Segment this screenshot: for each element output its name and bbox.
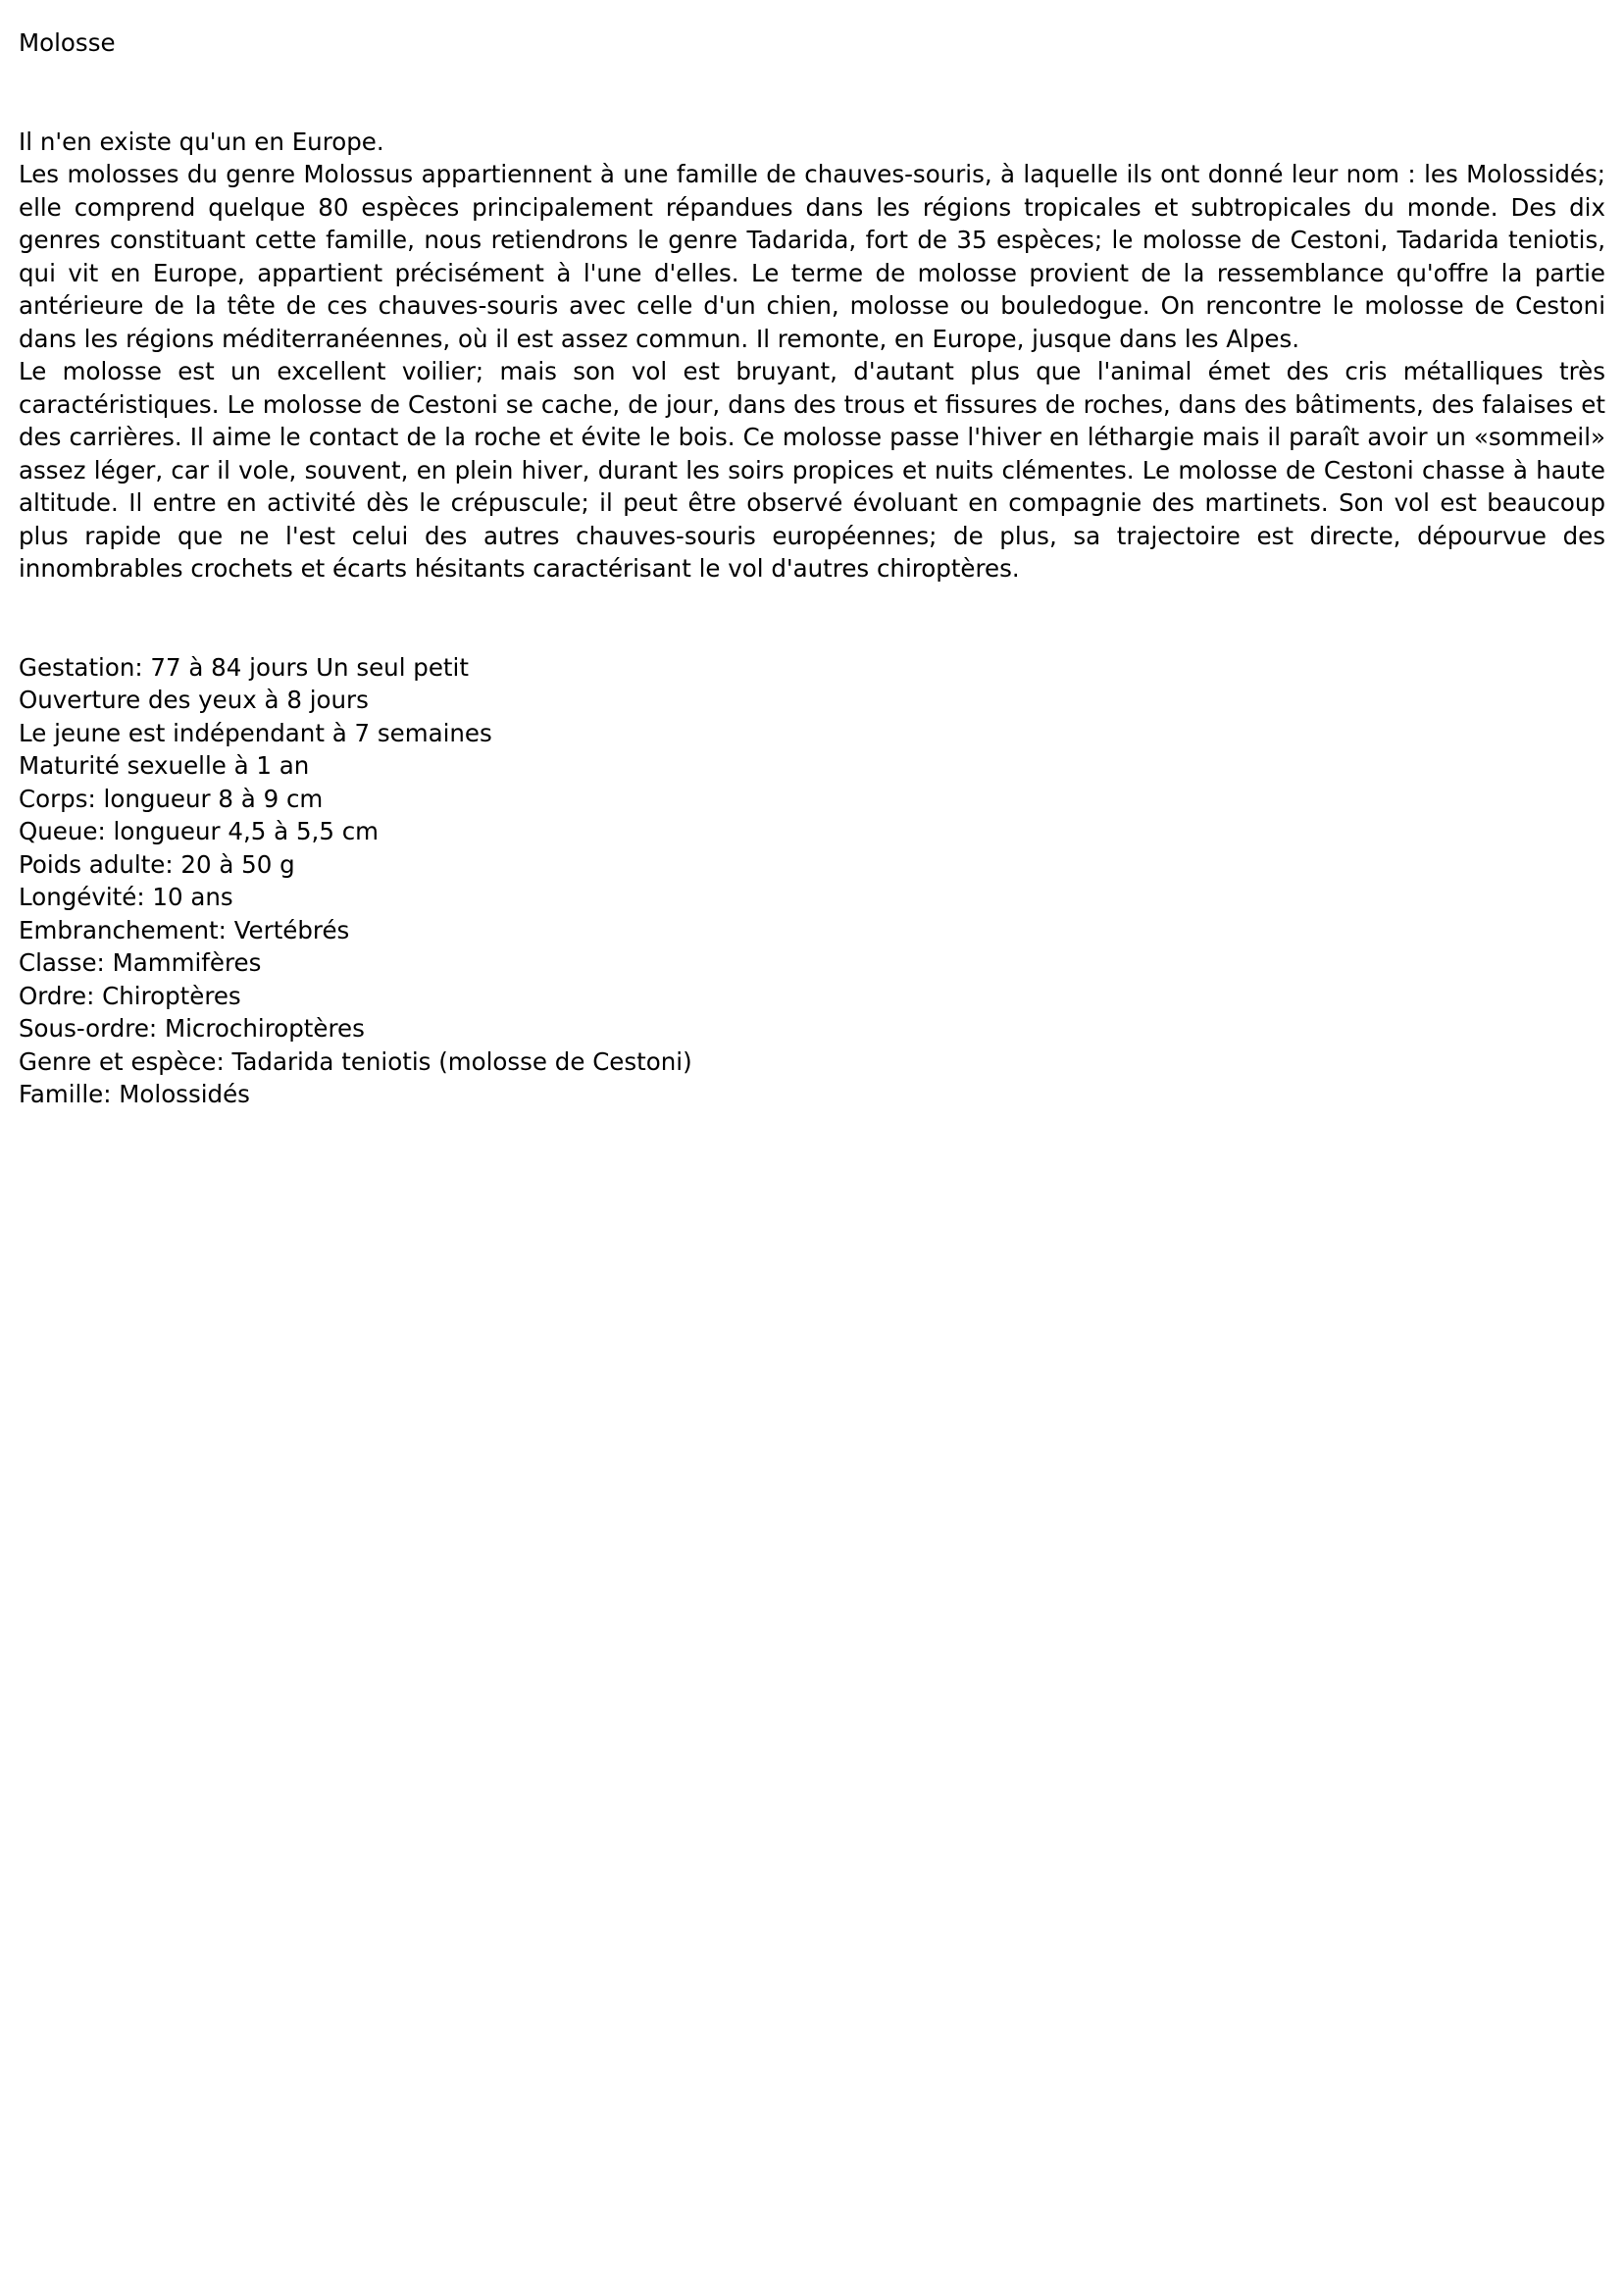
fact-independence: Le jeune est indépendant à 7 semaines — [19, 718, 492, 747]
facts-list — [19, 651, 1605, 1111]
fact-order: Ordre: Chiroptères — [19, 981, 241, 1010]
fact-class: Classe: Mammifères — [19, 948, 262, 977]
fact-suborder: Sous-ordre: Microchiroptères — [19, 1014, 365, 1043]
fact-sexual-maturity: Maturité sexuelle à 1 an — [19, 751, 310, 780]
fact-eye-opening: Ouverture des yeux à 8 jours — [19, 686, 369, 714]
fact-tail-length: Queue: longueur 4,5 à 5,5 cm — [19, 817, 380, 845]
intro-section — [19, 126, 1605, 586]
document-body — [19, 26, 1605, 1111]
paragraph-family-description: Les molosses du genre Molossus appartiennent à une famille de chauves-souris, à laquelle ils ont donné leur nom : les Molossidés; elle comprend quelque 80 espèces principalement répandues dans les régions tropicales et subtropicales du monde. Des dix genres constituant cette famille, nous retiendrons le genre Tadarida, fort de 35 espèces; le molosse de Cestoni, Tadarida teniotis, qui vit en Europe, appartient précisément à l'une d'elles. Le terme de molosse provient de la ressemblance qu'offre la partie antérieure de la tête de ces chauves-souris avec celle d'un chien, molosse ou bouledogue. On rencontre le molosse de Cestoni dans les régions méditerranéennes, où il est assez commun. Il remonte, en Europe, jusque dans les Alpes. — [19, 160, 1605, 353]
fact-gestation: Gestation: 77 à 84 jours Un seul petit — [19, 652, 469, 682]
fact-body-length: Corps: longueur 8 à 9 cm — [19, 784, 324, 813]
intro-line: Il n'en existe qu'un en Europe. — [19, 127, 384, 156]
document-title: Molosse — [19, 28, 116, 57]
fact-genus-species: Genre et espèce: Tadarida teniotis (molosse de Cestoni) — [19, 1046, 692, 1076]
fact-phylum: Embranchement: Vertébrés — [19, 915, 350, 944]
paragraph-behavior-description: Le molosse est un excellent voilier; mais son vol est bruyant, d'autant plus que l'animal émet des cris métalliques très caractéristiques. Le molosse de Cestoni se cache, de jour, dans des trous et fissures de roches, dans des bâtiments, des falaises et des carrières. Il aime le contact de la roche et évite le bois. Ce molosse passe l'hiver en léthargie mais il paraît avoir un «sommeil» assez léger, car il vole, souvent, en plein hiver, durant les soirs propices et nuits clémentes. Le molosse de Cestoni chasse à haute altitude. Il entre en activité dès le crépuscule; il peut être observé évoluant en compagnie des martinets. Son vol est beaucoup plus rapide que ne l'est celui des autres chauves-souris européennes; de plus, sa trajectoire est directe, dépourvue des innombrables crochets et écarts hésitants caractérisant le vol d'autres chiroptères. — [19, 357, 1605, 583]
fact-family: Famille: Molossidés — [19, 1080, 250, 1108]
fact-longevity: Longévité: 10 ans — [19, 883, 233, 911]
fact-adult-weight: Poids adulte: 20 à 50 g — [19, 849, 295, 879]
